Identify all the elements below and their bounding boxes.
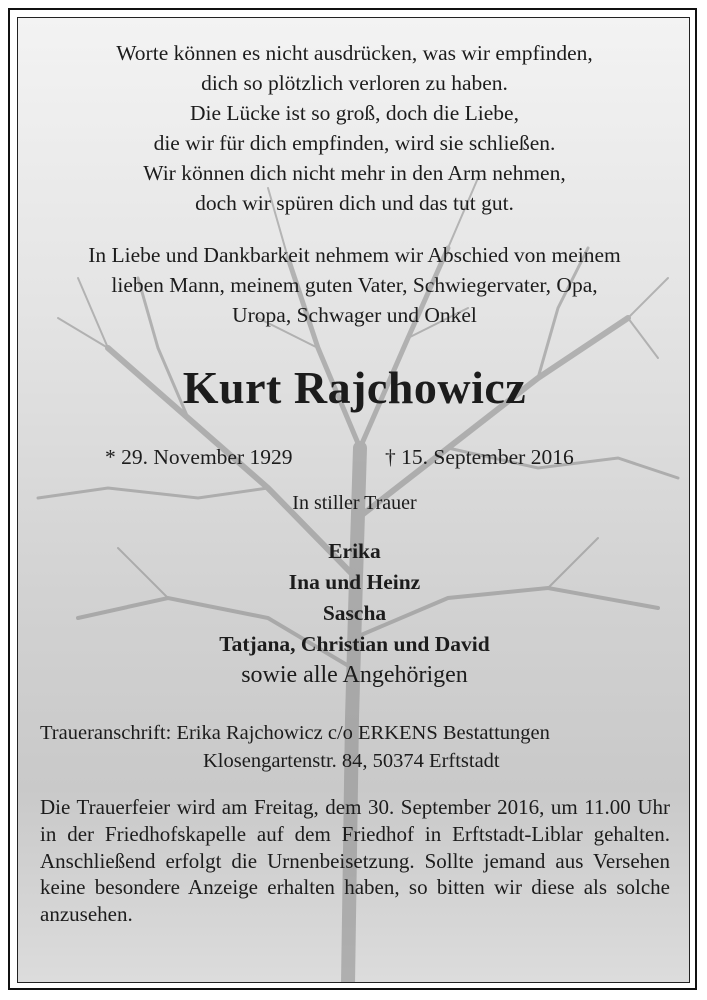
poem-line: die wir für dich empfinden, wird sie schließen. [153,131,556,155]
mourner: Sascha [322,601,387,625]
poem-line: doch wir spüren dich und das tut gut. [195,191,514,215]
poem [18,38,690,218]
other-relatives: sowie alle Angehörigen [241,662,468,688]
intro-line: lieben Mann, meinem guten Vater, Schwiegervater, Opa, [111,273,598,297]
death-date: † 15. September 2016 [385,445,574,469]
birth-date: * 29. November 1929 [105,445,293,469]
mourning-address-line2: Klosengartenstr. 84, 50374 Erftstadt [203,750,500,772]
poem-line: Die Lücke ist so groß, doch die Liebe, [190,101,519,125]
farewell-intro [18,240,690,330]
deceased-name: Kurt Rajchowicz [182,362,527,413]
mourner: Ina und Heinz [288,570,421,594]
funeral-notice: Die Trauerfeier wird am Freitag, dem 30. September 2016, um 11.00 Uhr in der Friedhofskapelle auf dem Friedhof in Erftstadt-Liblar gehalten. Anschließend erfolgt die Urnenbeisetzung. Sollte jemand aus Versehen keine besondere Anzeige erhalten haben, so bitten wir diese als solche anzusehen. [40,795,670,927]
mourner: Tatjana, Christian und David [219,632,490,656]
obituary-card [17,17,690,983]
mourning-label: In stiller Trauer [292,492,417,514]
intro-line: Uropa, Schwager und Onkel [232,303,477,327]
mourning-address-line1: Traueranschrift: Erika Rajchowicz c/o ERKENS Bestattungen [40,722,550,744]
intro-line: In Liebe und Dankbarkeit nehmem wir Abschied von meinem [88,243,621,267]
poem-line: dich so plötzlich verloren zu haben. [201,71,508,95]
poem-line: Worte können es nicht ausdrücken, was wir empfinden, [116,41,593,65]
mourners-list [18,536,690,660]
mourner: Erika [328,539,381,563]
poem-line: Wir können dich nicht mehr in den Arm nehmen, [143,161,566,185]
